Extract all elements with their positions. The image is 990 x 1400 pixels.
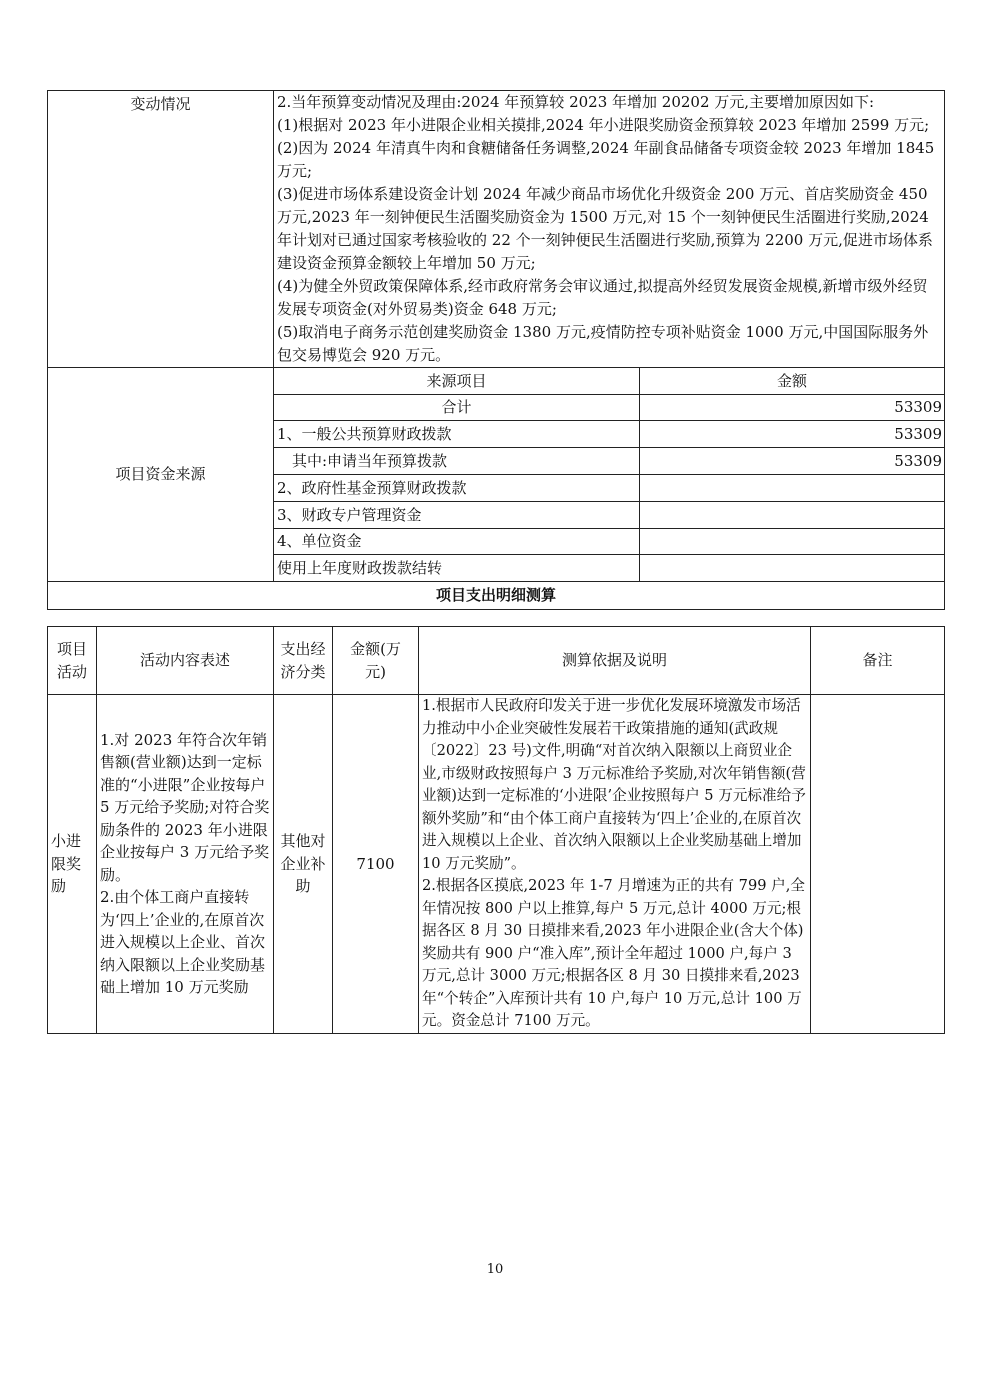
project-info-table [47, 90, 945, 610]
header-category: 支出经济分类 [274, 627, 333, 695]
funding-source: 其中:申请当年预算拨款 [274, 448, 640, 475]
header-activity: 项目活动 [48, 627, 97, 695]
funding-col-amount: 金额 [640, 368, 945, 395]
funding-amount [640, 475, 945, 502]
header-basis: 测算依据及说明 [419, 627, 811, 695]
funding-amount: 53309 [640, 395, 945, 421]
funding-source: 2、政府性基金预算财政拨款 [274, 475, 640, 502]
funding-col-source: 来源项目 [274, 368, 640, 395]
row-note [811, 695, 945, 1034]
change-label: 变动情况 [48, 91, 274, 368]
row-amount: 7100 [333, 695, 419, 1034]
detail-title-row [48, 582, 945, 610]
row-content: 1.对 2023 年符合次年销售额(营业额)达到一定标准的“小进限”企业按每户 5 万元给予奖励;对符合奖励条件的 2023 年小进限企业按每户 3 万元给予奖励。 2.由个体工商户直接转为‘四上’企业的,在原首次进入规模以上企业、首次纳入限额以上企业奖励基础上增加 10 万元奖励 [97, 695, 274, 1034]
header-note: 备注 [811, 627, 945, 695]
header-content: 活动内容表述 [97, 627, 274, 695]
funding-source: 合计 [274, 395, 640, 421]
funding-amount [640, 529, 945, 555]
change-intro: 2.当年预算变动情况及理由:2024 年预算较 2023 年增加 20202 万元,主要增加原因如下: [277, 93, 875, 111]
funding-amount: 53309 [640, 421, 945, 448]
row-activity: 小进限奖励 [48, 695, 97, 1034]
funding-header-row [48, 368, 945, 395]
detail-row [48, 695, 945, 1034]
funding-label: 项目资金来源 [48, 368, 274, 582]
funding-amount [640, 502, 945, 529]
page-number: 10 [486, 1262, 504, 1277]
row-basis: 1.根据市人民政府印发关于进一步优化发展环境激发市场活力推动中小企业突破性发展若干政策措施的通知(武政规〔2022〕23 号)文件,明确“对首次纳入限额以上商贸业企业,市级财政按照每户 3 万元标准给予奖励,对次年销售额(营业额)达到一定标准的‘小进限’企业按照每户 5 万元标准给予额外奖励”和“由个体工商户直接转为‘四上’企业的,在原首次进入规模以上企业、首次纳入限额以上企业奖励基础上增加 10 万元奖励”。 2.根据各区摸底,2023 年 1-7 月增速为正的共有 799 户,全年情况按 800 户以上推算,每户 5 万元,总计 4000 万元;根据各区 8 月 30 日摸排来看,2023 年小进限企业(含大个体)奖励共有 900 户“准入库”,预计全年超过 1000 户,每户 3 万元,总计 3000 万元;根据各区 8 月 30 日摸排来看,2023 年“个转企”入库预计共有 10 户,每户 10 万元,总计 100 万元。资金总计 7100 万元。 [419, 695, 811, 1034]
detail-title: 项目支出明细测算 [48, 582, 945, 610]
change-item: (1)根据对 2023 年小进限企业相关摸排,2024 年小进限奖励资金预算较 2023 年增加 2599 万元; [277, 116, 930, 134]
funding-source: 4、单位资金 [274, 529, 640, 555]
change-item: (4)为健全外贸政策保障体系,经市政府常务会审议通过,拟提高外经贸发展资金规模,新增市级外经贸发展专项资金(对外贸易类)资金 648 万元; [277, 277, 928, 318]
funding-amount [640, 555, 945, 582]
detail-table [47, 626, 945, 1034]
change-item: (3)促进市场体系建设资金计划 2024 年减少商品市场优化升级资金 200 万元、首店奖励资金 450 万元,2023 年一刻钟便民生活圈奖励资金为 1500 万元,对 15 个一刻钟便民生活圈进行奖励,2024 年计划对已通过国家考核验收的 22 个一刻钟便民生活圈进行奖励,预算为 2200 万元,促进市场体系建设资金预算金额较上年增加 50 万元; [277, 185, 933, 272]
change-item: (5)取消电子商务示范创建奖励资金 1380 万元,疫情防控专项补贴资金 1000 万元,中国国际服务外包交易博览会 920 万元。 [277, 323, 929, 364]
change-item: (2)因为 2024 年清真牛肉和食糖储备任务调整,2024 年副食品储备专项资金较 2023 年增加 1845 万元; [277, 139, 935, 180]
funding-amount: 53309 [640, 448, 945, 475]
header-amount: 金额(万元) [333, 627, 419, 695]
funding-source: 1、一般公共预算财政拨款 [274, 421, 640, 448]
detail-header-row [48, 627, 945, 695]
funding-source: 3、财政专户管理资金 [274, 502, 640, 529]
change-content [274, 91, 945, 368]
row-category: 其他对企业补助 [274, 695, 333, 1034]
funding-source: 使用上年度财政拨款结转 [274, 555, 640, 582]
change-row [48, 91, 945, 368]
